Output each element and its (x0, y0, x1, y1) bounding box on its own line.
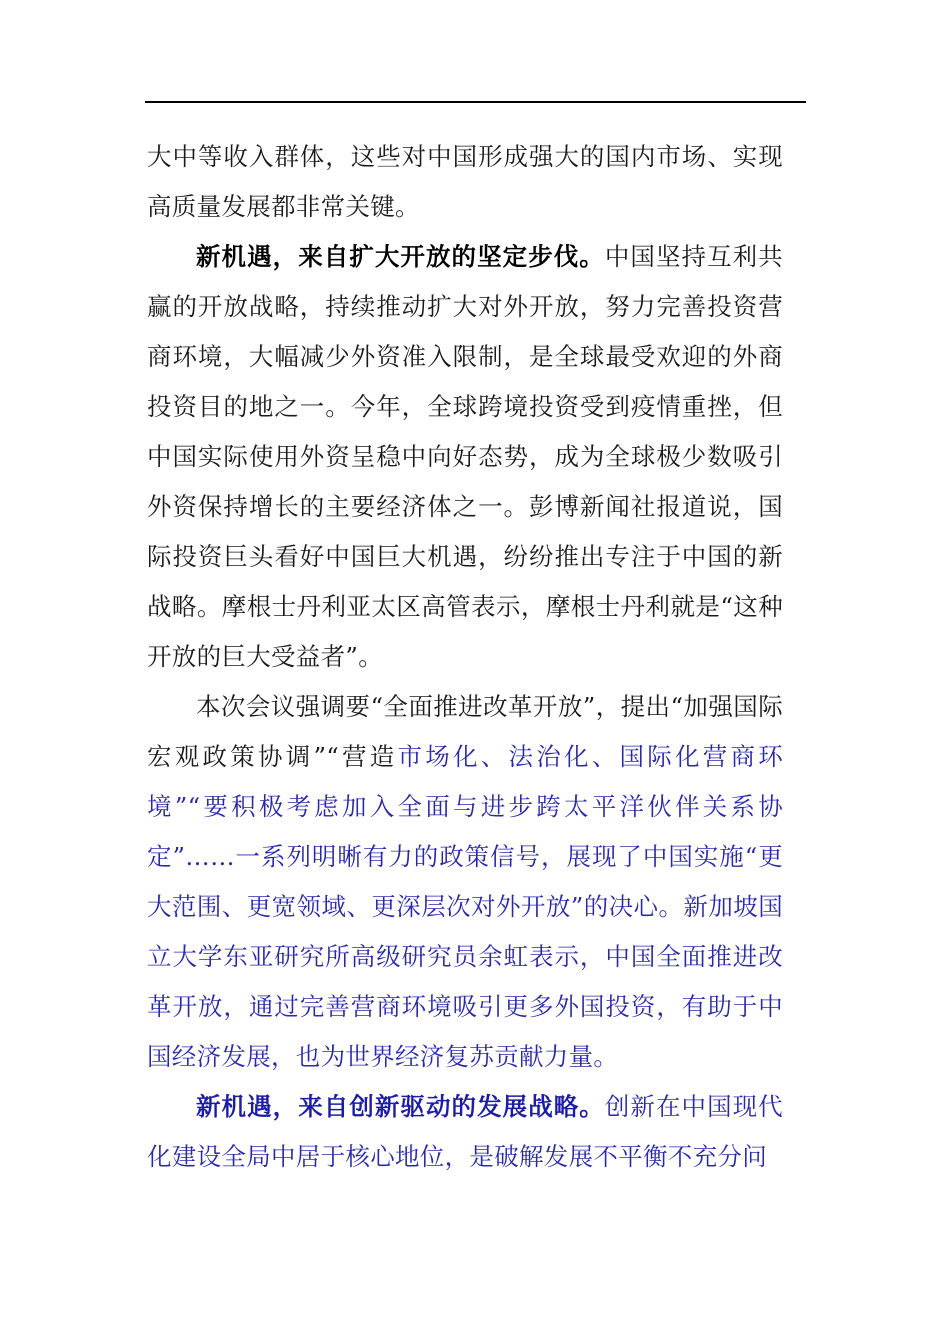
paragraph-reform (147, 682, 783, 1082)
paragraph-text-blue: 市场化、法治化、国际化营商环境”“要积极考虑加入全面与进步跨太平洋伙伴关系协定”……一系列明晰有力的政策信号，展现了中国实施“更大范围、更宽领域、更深层次对外开放”的决心。新加坡国立大学东亚研究所高级研究员余虹表示，中国全面推进改革开放，通过完善营商环境吸引更多外国投资，有助于中国经济发展，也为世界经济复苏贡献力量。 (147, 742, 783, 1071)
document-body (147, 132, 783, 1182)
paragraph-text: 创新在中国现代化建设全局中居于核心地位，是破解发展不平衡不充分问 (147, 1092, 783, 1171)
paragraph-lead-heading: 新机遇，来自创新驱动的发展战略。 (196, 1092, 605, 1121)
paragraph-innovation (147, 1082, 783, 1182)
paragraph-text: 大中等收入群体，这些对中国形成强大的国内市场、实现高质量发展都非常关键。 (147, 142, 783, 221)
paragraph-text-black: 本次会议强调要“全面推进改革开放”，提出“加强国际宏观政策协调”“营造 (147, 692, 783, 771)
header-rule (145, 101, 806, 103)
paragraph-continuation (147, 132, 783, 232)
paragraph-lead-heading: 新机遇，来自扩大开放的坚定步伐。 (196, 242, 605, 271)
paragraph-opening-up (147, 232, 783, 682)
paragraph-text: 中国坚持互利共赢的开放战略，持续推动扩大对外开放，努力完善投资营商环境，大幅减少外资准入限制，是全球最受欢迎的外商投资目的地之一。今年，全球跨境投资受到疫情重挫，但中国实际使用外资呈稳中向好态势，成为全球极少数吸引外资保持增长的主要经济体之一。彭博新闻社报道说，国际投资巨头看好中国巨大机遇，纷纷推出专注于中国的新战略。摩根士丹利亚太区高管表示，摩根士丹利就是“这种开放的巨大受益者”。 (147, 242, 783, 671)
